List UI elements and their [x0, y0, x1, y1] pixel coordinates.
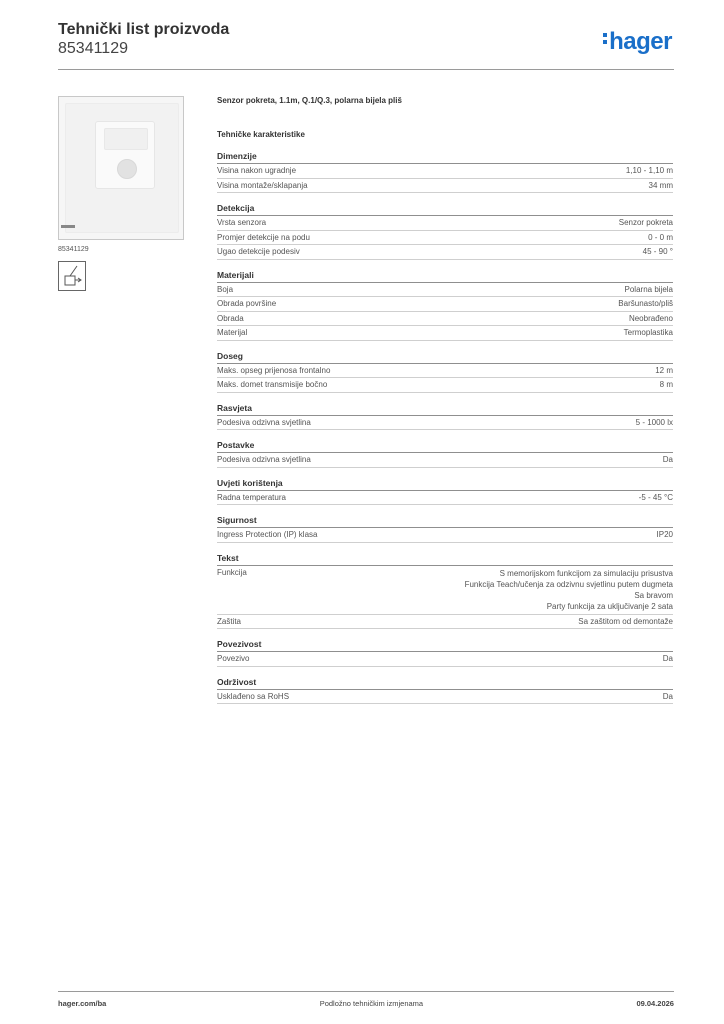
spec-group	[217, 677, 673, 705]
spec-value: 0 - 0 m	[648, 232, 673, 242]
spec-group	[217, 351, 673, 393]
spec-value: 12 m	[655, 365, 673, 375]
spec-label: Radna temperatura	[217, 492, 286, 502]
spec-row	[217, 652, 673, 667]
spec-label: Visina nakon ugradnje	[217, 166, 297, 175]
sensor-lens	[95, 121, 155, 189]
spec-row	[217, 615, 673, 630]
spec-value-line: Funkcija Teach/učenja za odzivnu svjetlinu putem dugmeta	[464, 579, 673, 589]
spec-row	[217, 416, 673, 431]
spec-label: Visina montaže/sklapanja	[217, 180, 308, 190]
spec-row	[217, 364, 673, 379]
spec-group-title: Sigurnost	[217, 515, 673, 528]
footer-date: 09.04.2026	[636, 999, 674, 1008]
spec-value: -5 - 45 °C	[638, 492, 673, 502]
motion-sensor-symbol-icon	[58, 261, 86, 291]
spec-group-title: Uvjeti korištenja	[217, 478, 673, 491]
spec-row	[217, 283, 673, 298]
sensor-plate	[65, 103, 179, 233]
spec-row	[217, 528, 673, 543]
spec-group-title: Povezivost	[217, 639, 673, 652]
spec-label: Zaštita	[217, 616, 242, 626]
spec-group-title: Materijali	[217, 270, 673, 283]
image-caption: 85341129	[58, 246, 89, 253]
spec-group	[217, 553, 673, 630]
spec-label: Povezivo	[217, 654, 250, 663]
spec-group-title: Rasvjeta	[217, 403, 673, 416]
spec-label: Obrada	[217, 313, 244, 323]
spec-value: Baršunasto/pliš	[618, 299, 673, 308]
spec-label: Maks. domet transmisije bočno	[217, 380, 328, 389]
spec-value: 5 - 1000 lx	[635, 417, 673, 427]
spec-groups	[217, 151, 673, 704]
spec-row	[217, 164, 673, 179]
logo-text: hager	[609, 28, 672, 55]
page-header	[58, 20, 674, 70]
page-footer	[58, 991, 674, 1008]
spec-value: 45 - 90 °	[642, 247, 673, 256]
spec-group	[217, 440, 673, 468]
document-title: Tehnički list proizvoda	[58, 21, 230, 38]
spec-row	[217, 231, 673, 246]
spec-group	[217, 270, 673, 341]
hager-logo	[603, 28, 672, 56]
sensor-light-dot	[117, 159, 137, 179]
spec-label: Vrsta senzora	[217, 218, 267, 227]
spec-value-line: Sa bravom	[634, 590, 673, 600]
spec-group	[217, 203, 673, 260]
spec-value: Neobrađeno	[628, 313, 673, 323]
spec-value: Sa zaštitom od demontaže	[578, 616, 673, 626]
spec-row	[217, 179, 673, 194]
spec-group-title: Tekst	[217, 553, 673, 566]
footer-website: hager.com/ba	[58, 999, 107, 1008]
spec-label: Funkcija	[217, 567, 247, 577]
product-description: Senzor pokreta, 1.1m, Q.1/Q.3, polarna bijela pliš	[217, 96, 402, 105]
spec-row	[217, 312, 673, 327]
spec-label: Obrada površine	[217, 299, 277, 308]
product-image-column	[58, 96, 184, 291]
sensor-lens-window	[104, 128, 148, 150]
spec-group	[217, 639, 673, 667]
spec-group-title: Postavke	[217, 440, 673, 453]
spec-value: Senzor pokreta	[618, 218, 673, 227]
specs-column	[217, 96, 673, 714]
product-image	[58, 96, 184, 240]
spec-label: Materijal	[217, 328, 248, 337]
spec-label: Usklađeno sa RoHS	[217, 691, 290, 701]
spec-group-title: Detekcija	[217, 203, 673, 216]
product-number: 85341129	[58, 40, 128, 57]
spec-row	[217, 378, 673, 393]
spec-value: 1,10 - 1,10 m	[625, 166, 673, 175]
spec-label: Ugao detekcije podesiv	[217, 247, 300, 256]
spec-row	[217, 216, 673, 231]
spec-label: Ingress Protection (IP) klasa	[217, 530, 318, 539]
spec-value	[465, 568, 673, 612]
spec-group	[217, 151, 673, 193]
spec-group-title: Dimenzije	[217, 151, 673, 164]
spec-group	[217, 478, 673, 506]
spec-label: Maks. opseg prijenosa frontalno	[217, 365, 331, 375]
spec-group	[217, 403, 673, 431]
spec-value-line: Party funkcija za uključivanje 2 sata	[546, 601, 673, 611]
spec-row	[217, 491, 673, 506]
spec-group-title: Održivost	[217, 677, 673, 690]
spec-label: Boja	[217, 284, 234, 294]
spec-group	[217, 515, 673, 543]
spec-value-line: S memorijskom funkcijom za simulaciju prisustva	[499, 568, 673, 578]
spec-value: Polarna bijela	[624, 284, 673, 294]
spec-row	[217, 297, 673, 312]
spec-label: Promjer detekcije na podu	[217, 232, 310, 242]
spec-value: 34 mm	[648, 180, 673, 190]
footer-note: Podložno tehničkim izmjenama	[319, 999, 424, 1008]
spec-row	[217, 690, 673, 705]
spec-row	[217, 566, 673, 615]
section-title: Tehničke karakteristike	[217, 130, 305, 139]
scale-mark-icon	[61, 225, 75, 228]
spec-value: Da	[662, 455, 673, 464]
logo-dots-icon	[603, 30, 608, 47]
spec-row	[217, 245, 673, 260]
spec-label: Podesiva odzivna svjetlina	[217, 417, 311, 427]
spec-label: Podesiva odzivna svjetlina	[217, 455, 311, 464]
spec-group-title: Doseg	[217, 351, 673, 364]
spec-row	[217, 453, 673, 468]
spec-value: 8 m	[659, 380, 673, 389]
spec-value: Da	[662, 691, 673, 701]
spec-value: IP20	[656, 530, 673, 539]
spec-value: Da	[662, 654, 673, 663]
spec-row	[217, 326, 673, 341]
spec-value: Termoplastika	[623, 328, 673, 337]
